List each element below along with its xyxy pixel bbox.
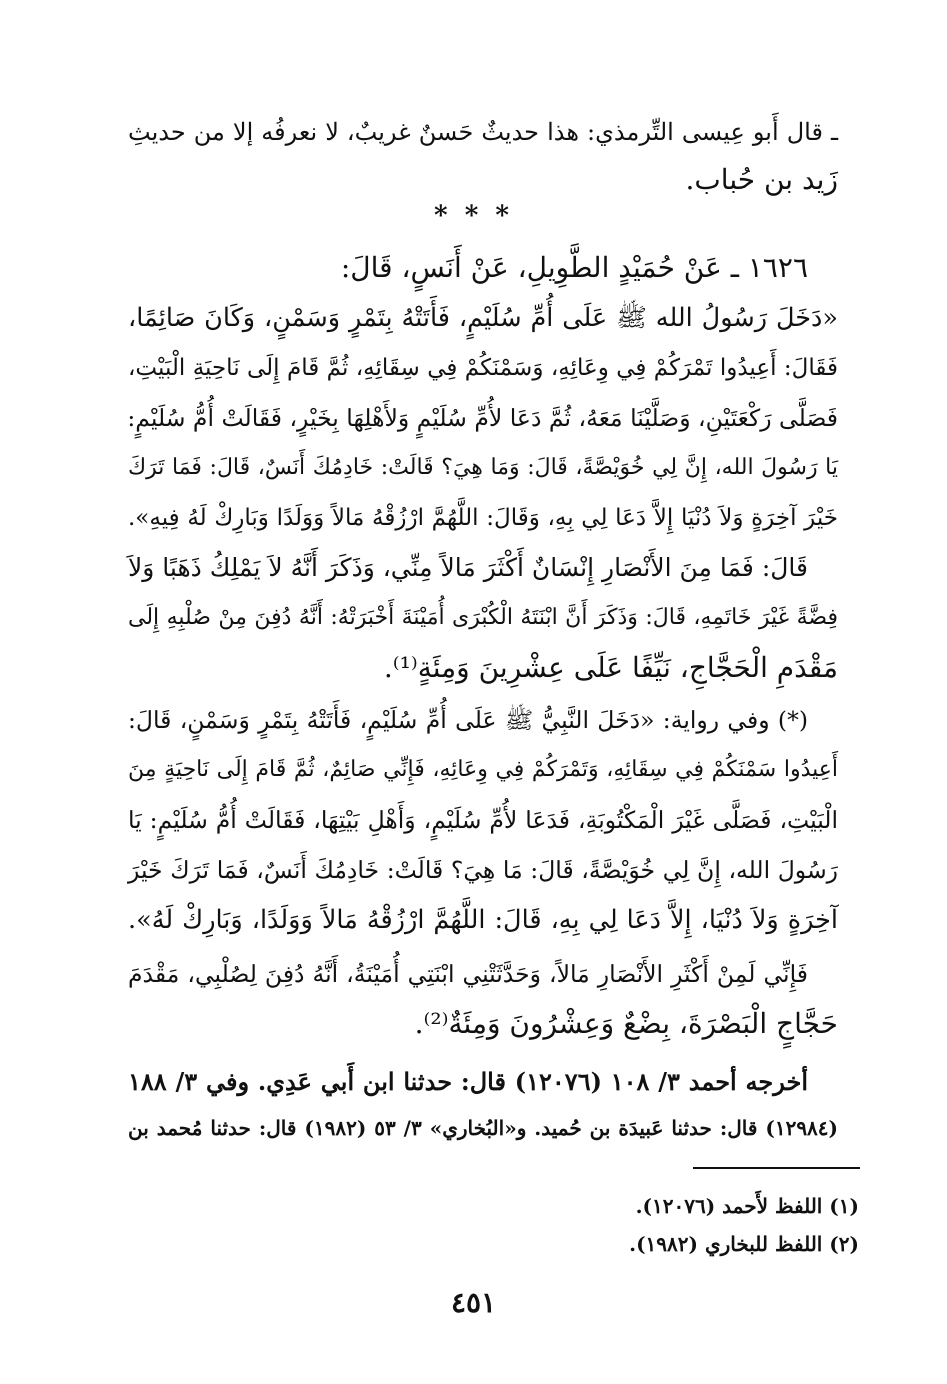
footnote-2: (٢) اللفظ للبخاري (١٩٨٢). (629, 1232, 859, 1256)
page-number: ٤٥١ (450, 1286, 497, 1319)
riwaya-line: فَإِنِّي لَمِنْ أَكْثَرِ الأَنْصَارِ مَالاً، وَحَدَّثَتْنِي ابْنَتِي أُمَيْنَةُ، أَنَّهُ دُفِنَ لِصُلْبِي، مَقْدَمَ (128, 960, 808, 988)
riwaya-line: رَسُولَ الله، إِنَّ لِي خُوَيْصَّةً، قَالَ: مَا هِيَ؟ قَالَتْ: خَادِمُكَ أَنَسٌ، فَمَا تَرَكَ خَيْرَ (128, 856, 838, 884)
section-separator: * * * (434, 201, 513, 231)
footnote-divider (693, 1167, 860, 1169)
riwaya-line: آخِرَةٍ وَلاَ دُنْيَا، إِلاَّ دَعَا لِي بِهِ، قَالَ: اللَّهُمَّ ارْزُقْهُ مَالاً وَوَلَدًا، وَبَارِكْ لَهُ». (128, 905, 838, 935)
hadith-heading: ١٦٢٦ ـ عَنْ حُمَيْدٍ الطَّوِيلِ، عَنْ أَنَسٍ، قَالَ: (340, 251, 808, 284)
main-text-line: يَا رَسُولَ الله، إِنَّ لِي خُوَيْصَّةً، قَالَ: وَمَا هِيَ؟ قَالَتْ: خَادِمُكَ أَنَسٌ، قَالَ: فَمَا تَرَكَ (128, 455, 838, 480)
riwaya-line: (*) وفي رواية: «دَخَلَ النَّبِيُّ ﷺ عَلَى أُمِّ سُلَيْمٍ، فَأَتَتْهُ بِتَمْرٍ وَسَمْنٍ، قَالَ: (128, 706, 808, 734)
intro-line-2: زَيد بن حُباب. (685, 163, 838, 196)
main-text-line: فِضَّةً غَيْرَ خَاتَمِهِ، قَالَ: وَذَكَرَ أَنَّ ابْنَتَهُ الْكُبْرَى أُمَيْنَةَ أَخْبَرَتْهُ: أَنَّهُ دُفِنَ مِنْ صُلْبِهِ إِلَى (128, 605, 838, 630)
riwaya-line: حَجَّاجٍ الْبَصْرَةَ، بِضْعٌ وَعِشْرُونَ وَمِئَةٌ⁽²⁾. (414, 1007, 838, 1040)
main-text-line: «دَخَلَ رَسُولُ الله ﷺ عَلَى أُمِّ سُلَيْمٍ، فَأَتَتْهُ بِتَمْرٍ وَسَمْنٍ، وَكَانَ صَائِمًا، (128, 303, 838, 333)
intro-line-1: ـ قال أَبو عِيسى التِّرمذي: هذا حديثٌ حَسنٌ غريبٌ، لا نعرفُه إلا من حديثِ (128, 118, 838, 146)
riwaya-line: أَعِيدُوا سَمْنَكُمْ فِي سِقَائِهِ، وَتَمْرَكُمْ فِي وِعَائِهِ، فَإِنِّي صَائِمٌ، ثُمَّ قَامَ إِلَى نَاحِيَةٍ مِنَ (128, 757, 838, 782)
main-text-line: قَالَ: فَمَا مِنَ الأَنْصَارِ إِنْسَانٌ أَكْثَرَ مَالاً مِنِّي، وَذَكَرَ أَنَّهُ لاَ يَمْلِكُ ذَهَبًا وَلاَ (128, 553, 808, 582)
riwaya-line: الْبَيْتِ، فَصَلَّى غَيْرَ الْمَكْتُوبَةِ، فَدَعَا لأُمِّ سُلَيْمٍ، وَأَهْلِ بَيْتِهَا، فَقَالَتْ أُمُّ سُلَيْمٍ: يَا (128, 806, 838, 834)
main-text-line: فَصَلَّى رَكْعَتَيْنِ، وَصَلَّيْنَا مَعَهُ، ثُمَّ دَعَا لأُمِّ سُلَيْمٍ وَلأَهْلِهَا بِخَيْرٍ، فَقَالَتْ أُمُّ سُلَيْمٍ: (127, 404, 838, 432)
footnote-1: (١) اللفظ لأَحمد (١٢٠٧٦). (635, 1194, 859, 1218)
main-text-line: مَقْدَمِ الْحَجَّاجِ، نَيِّفًا عَلَى عِشْرِينَ وَمِئَةٍ⁽¹⁾. (383, 651, 838, 684)
main-text-line: فَقَالَ: أَعِيدُوا تَمْرَكُمْ فِي وِعَائِهِ، وَسَمْنَكُمْ فِي سِقَائِهِ، ثُمَّ قَامَ إِلَى نَاحِيَةِ الْبَيْتِ، (128, 355, 838, 381)
main-text-line: خَيْرَ آخِرَةٍ وَلاَ دُنْيَا إِلاَّ دَعَا لِي بِهِ، وَقَالَ: اللَّهُمَّ ارْزُقْهُ مَالاً وَوَلَدًا وَبَارِكْ لَهُ فِيهِ». (128, 505, 838, 531)
takhrij-line: (١٢٩٨٤) قال: حدثنا عَبيدَة بن حُميد. و«البُخاري» ٣/ ٥٣ (١٩٨٢) قال: حدثنا مُحمد بن (128, 1116, 839, 1140)
takhrij-line: أخرجه أحمد ٣/ ١٠٨ (١٢٠٧٦) قال: حدثنا ابن أَبي عَدِي. وفي ٣/ ١٨٨ (128, 1067, 808, 1096)
